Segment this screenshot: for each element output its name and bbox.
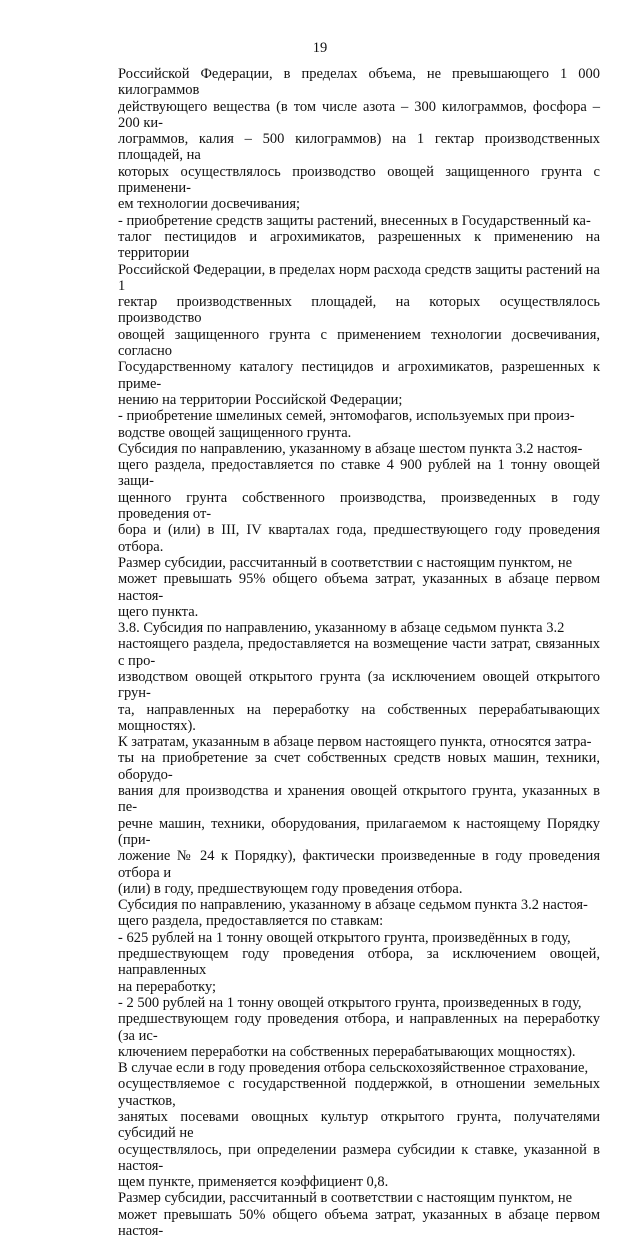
page-number: 19 [312, 40, 328, 56]
paragraph-6: 3.8. Субсидия по направлению, указанному в абзаце седьмом пункта 3.2 настоящего раздела, предоставляется на возмещение части затрат, связанных с про- изводством овощей открытого грунта (за исключением овощей открытого грун- та, направленных на переработку на собственных перерабатывающих мощностях). [118, 620, 600, 734]
document-body [118, 66, 600, 1239]
paragraph-12: Размер субсидии, рассчитанный в соответствии с настоящим пунктом, не может превышать 50% общего объема затрат, указанных в абзаце первом настоя- [118, 1190, 600, 1239]
paragraph-4: Субсидия по направлению, указанному в абзаце шестом пункта 3.2 настоя- щего раздела, предоставляется по ставке 4 900 рублей на 1 тонну овощей защи- щенного грунта собственного производства, произведенных в году проведения от- бора и (или) в III, IV кварталах года, предшествующего году проведения отбора. [118, 440, 600, 555]
paragraph-8: Субсидия по направлению, указанному в абзаце седьмом пункта 3.2 настоя- щего раздела, предоставляется по ставкам: [118, 897, 588, 930]
paragraph-3: - приобретение шмелиных семей, энтомофагов, используемых при произ- водстве овощей защищенного грунта. [118, 408, 575, 441]
paragraph-2: - приобретение средств защиты растений, внесенных в Государственный ка- талог пестицидов и агрохимикатов, разрешенных к применению на территории Российской Федерации, в пределах норм расхода средств защиты растений на 1 гектар производственных площадей, на которых осуществлялось производство овощей защищенного грунта с применением технологии досвечивания, согласно Государственному каталогу пестицидов и агрохимикатов, разрешенных к приме- нению на территории Российской Федерации; [118, 212, 600, 408]
paragraph-1: Российской Федерации, в пределах объема, не превышающего 1 000 килограммов действующего вещества (в том числе азота – 300 килограммов, фосфора – 200 ки- лограммов, калия – 500 килограммов) на 1 гектар производственных площадей, на которых осуществлялось производство овощей защищенного грунта с применени- ем технологии досвечивания; [118, 66, 600, 213]
paragraph-10: - 2 500 рублей на 1 тонну овощей открытого грунта, произведенных в году, предшествующем году проведения отбора, и направленных на переработку (за ис- ключением переработки на собственных перерабатывающих мощностях). [118, 994, 600, 1060]
paragraph-7: К затратам, указанным в абзаце первом настоящего пункта, относятся затра- ты на приобретение за счет собственных средств новых машин, техники, оборудо- вания для производства и хранения овощей открытого грунта, указанных в пе- речне машин, техники, оборудования, прилагаемом к настоящему Порядку (при- ложение № 24 к Порядку), фактически произведенные в году проведения отбора и (или) в году, предшествующем году проведения отбора. [118, 734, 600, 897]
paragraph-5: Размер субсидии, рассчитанный в соответствии с настоящим пунктом, не может превышать 95% общего объема затрат, указанных в абзаце первом настоя- щего пункта. [118, 554, 600, 620]
paragraph-11: В случае если в году проведения отбора сельскохозяйственное страхование, осуществляемое с государственной поддержкой, в отношении земельных участков, занятых посевами овощных культур открытого грунта, получателями субсидий не осуществлялось, при определении размера субсидии к ставке, указанной в настоя- щем пункте, применяется коэффициент 0,8. [118, 1060, 600, 1191]
paragraph-9: - 625 рублей на 1 тонну овощей открытого грунта, произведённых в году, предшествующем году проведения отбора, за исключением овощей, направленных на переработку; [118, 929, 600, 995]
